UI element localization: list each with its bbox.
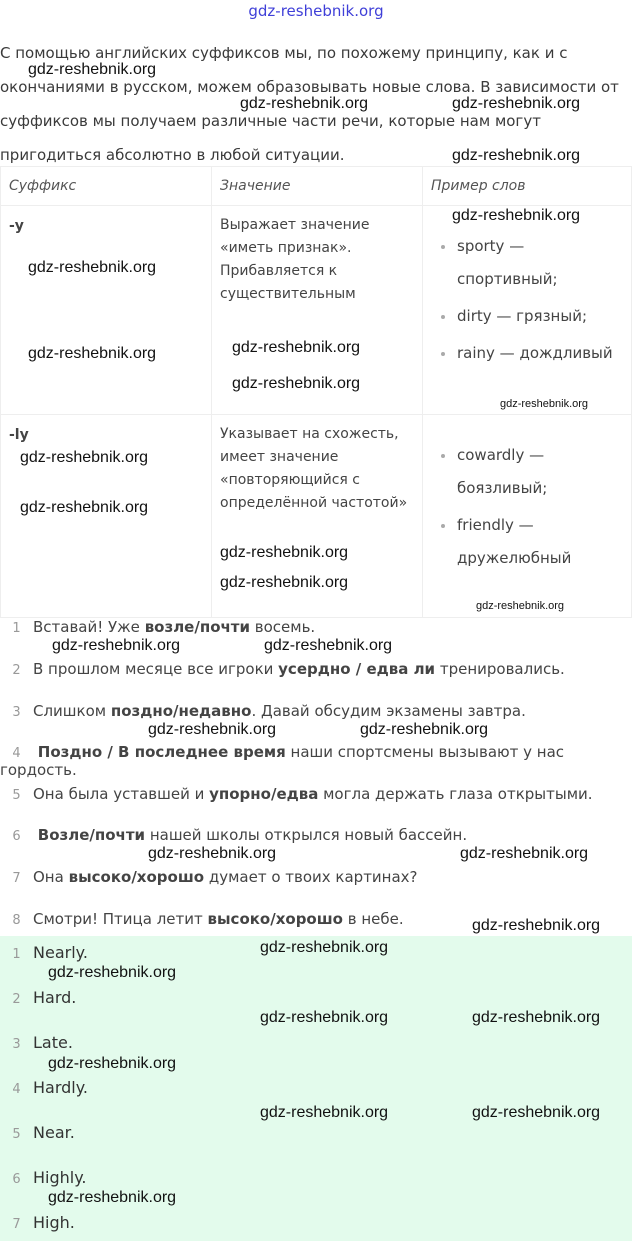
sentence-end: нашей школы открылся новый бассейн.: [145, 826, 468, 844]
item-number: 3: [12, 1037, 21, 1052]
sentence-start: Смотри! Птица летит: [33, 910, 208, 928]
item-number: 4: [12, 1082, 21, 1097]
watermark-text: gdz-reshebnik.org: [452, 95, 581, 112]
header-examples: Пример слов: [423, 167, 632, 206]
word-choice: усердно / едва ли: [278, 660, 436, 678]
watermark-text: gdz-reshebnik.org: [260, 1104, 389, 1121]
answer-item: [0, 1033, 73, 1052]
header-suffix: Суффикс: [1, 167, 212, 206]
exercise-item: [0, 826, 632, 844]
watermark-text: gdz-reshebnik.org: [28, 61, 157, 78]
sentence-end: могла держать глаза открытыми.: [318, 785, 593, 803]
item-number: 7: [12, 871, 21, 886]
table-header-row: [1, 167, 632, 206]
answer-item: [0, 1123, 75, 1142]
answer-text: Late.: [33, 1033, 73, 1052]
examples-cell: [423, 206, 632, 415]
intro-paragraph: С помощью английских суффиксов мы, по похожему принципу, как и с окончаниями в русском, можем образовывать новые слова. В зависимости от суффиксов мы получаем различные части речи, которые нам могут пригодиться абсолютно в любой ситуации.: [0, 44, 619, 164]
sentence-start: Слишком: [33, 702, 111, 720]
watermark-text: gdz-reshebnik.org: [472, 1104, 601, 1121]
header-meaning: Значение: [212, 167, 423, 206]
watermark-text: gdz-reshebnik.org: [148, 721, 277, 738]
word-choice: упорно/едва: [209, 785, 319, 803]
item-number: 6: [12, 829, 21, 844]
watermark-text: gdz-reshebnik.org: [48, 1055, 177, 1072]
watermark-text: gdz-reshebnik.org: [264, 637, 393, 654]
watermark-text: gdz-reshebnik.org: [260, 939, 389, 956]
watermark-text: gdz-reshebnik.org: [232, 339, 361, 356]
watermark-text: gdz-reshebnik.org: [48, 1189, 177, 1206]
watermark-text: gdz-reshebnik.org: [476, 600, 565, 612]
sentence-end: тренировались.: [435, 660, 565, 678]
answer-text: Highly.: [33, 1168, 87, 1187]
sentence-end: в небе.: [342, 910, 404, 928]
sentence-start: Вставай! Уже: [33, 618, 145, 636]
item-number: 3: [12, 705, 21, 720]
exercise-item: [0, 702, 632, 720]
answer-text: Hardly.: [33, 1078, 89, 1097]
site-watermark-header: gdz-reshebnik.org: [248, 2, 384, 20]
answer-item: [0, 1213, 75, 1232]
watermark-text: gdz-reshebnik.org: [360, 721, 489, 738]
watermark-text: gdz-reshebnik.org: [220, 574, 349, 591]
sentence-end: наши спортсмены вызывают у нас гордость.: [0, 743, 565, 779]
example-item: rainy — дождливый: [445, 337, 623, 370]
watermark-text: gdz-reshebnik.org: [28, 345, 157, 362]
answer-text: Near.: [33, 1123, 75, 1142]
item-number: 8: [12, 913, 21, 928]
sentence-end: думает о твоих картинах?: [204, 868, 418, 886]
watermark-text: gdz-reshebnik.org: [220, 544, 349, 561]
examples-cell: [423, 415, 632, 618]
exercise-item: [0, 868, 632, 886]
item-number: 7: [12, 1217, 21, 1232]
item-number: 2: [12, 992, 21, 1007]
watermark-text: gdz-reshebnik.org: [472, 917, 601, 934]
word-choice: возле/почти: [144, 618, 251, 636]
watermark-text: gdz-reshebnik.org: [452, 147, 581, 164]
exercise-item: [0, 660, 632, 678]
answer-text: Nearly.: [33, 943, 88, 962]
meaning-cell: Указывает на схожесть, имеет значение «повторяющийся с определённой частотой»: [212, 415, 423, 618]
exercise-item: [0, 618, 632, 636]
answer-text: High.: [33, 1213, 75, 1232]
sentence-start: Она была уставшей и: [33, 785, 210, 803]
word-choice: Поздно / В последнее время: [37, 743, 286, 761]
answer-item: [0, 1168, 87, 1187]
word-choice: высоко/хорошо: [68, 868, 205, 886]
answer-item: [0, 943, 88, 962]
watermark-text: gdz-reshebnik.org: [472, 1009, 601, 1026]
sentence-start: В прошлом месяце все игроки: [33, 660, 279, 678]
answer-item: [0, 1078, 88, 1097]
item-number: 6: [12, 1172, 21, 1187]
watermark-text: gdz-reshebnik.org: [28, 259, 157, 276]
item-number: 5: [12, 1127, 21, 1142]
example-item: sporty — спортивный;: [445, 230, 623, 296]
watermark-text: gdz-reshebnik.org: [20, 449, 149, 466]
exercise-item: [0, 785, 632, 803]
watermark-text: gdz-reshebnik.org: [52, 637, 181, 654]
item-number: 1: [12, 621, 21, 636]
example-item: friendly — дружелюбный: [445, 509, 623, 575]
sentence-end: восемь.: [250, 618, 316, 636]
item-number: 4: [12, 746, 21, 761]
word-choice: Возле/почти: [37, 826, 146, 844]
answer-item: [0, 988, 76, 1007]
watermark-text: gdz-reshebnik.org: [460, 845, 589, 862]
example-item: dirty — грязный;: [445, 300, 623, 333]
answer-text: Hard.: [33, 988, 77, 1007]
item-number: 5: [12, 788, 21, 803]
word-choice: поздно/недавно: [110, 702, 252, 720]
watermark-text: gdz-reshebnik.org: [500, 398, 589, 410]
watermark-text: gdz-reshebnik.org: [260, 1009, 389, 1026]
item-number: 2: [12, 663, 21, 678]
example-item: cowardly — боязливый;: [445, 439, 623, 505]
suffix-cell: -ly: [1, 415, 212, 618]
exercise-item: [0, 743, 632, 779]
watermark-text: gdz-reshebnik.org: [240, 95, 369, 112]
word-choice: высоко/хорошо: [207, 910, 343, 928]
watermark-text: gdz-reshebnik.org: [452, 207, 581, 224]
watermark-text: gdz-reshebnik.org: [20, 499, 149, 516]
sentence-end: . Давай обсудим экзамены завтра.: [251, 702, 526, 720]
watermark-text: gdz-reshebnik.org: [48, 964, 177, 981]
watermark-text: gdz-reshebnik.org: [148, 845, 277, 862]
item-number: 1: [12, 947, 21, 962]
sentence-start: Она: [33, 868, 69, 886]
watermark-text: gdz-reshebnik.org: [232, 375, 361, 392]
suffix-cell: -y: [1, 206, 212, 415]
meaning-cell: Выражает значение «иметь признак». Прибавляется к существительным: [212, 206, 423, 415]
